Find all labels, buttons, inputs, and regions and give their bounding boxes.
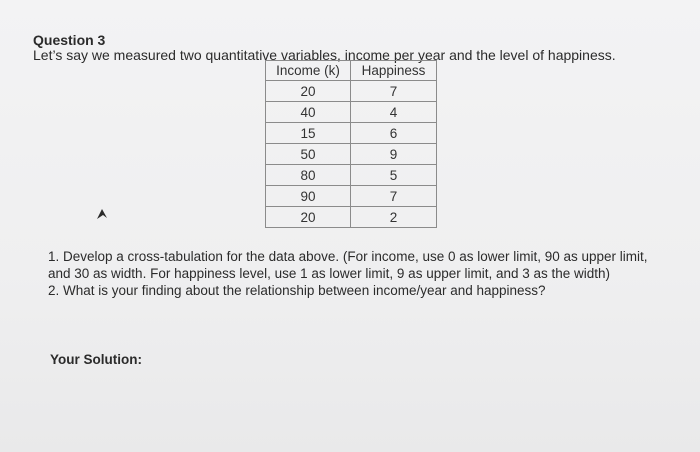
header-happiness: Happiness (351, 61, 437, 81)
mouse-cursor-icon (96, 208, 108, 220)
happiness-cell: 2 (351, 207, 437, 228)
happiness-cell: 7 (351, 186, 437, 207)
solution-label: Your Solution: (50, 352, 142, 367)
table-row (266, 81, 437, 102)
happiness-cell: 4 (351, 102, 437, 123)
data-table (265, 60, 437, 228)
task-2-text: 2. What is your finding about the relationship between income/year and happiness? (48, 283, 546, 298)
question-intro: Let’s say we measured two quantitative variables, income per year and the level of happiness. (33, 47, 616, 63)
table-row (266, 207, 437, 228)
table-row (266, 102, 437, 123)
table-row (266, 123, 437, 144)
happiness-cell: 5 (351, 165, 437, 186)
income-cell: 50 (266, 144, 351, 165)
task-1-text: 1. Develop a cross-tabulation for the data above. (For income, use 0 as lower limit, 90 as upper limit, and 30 as width. For happiness level, use 1 as lower limit, 9 as upper limit, and 3 as the width) (48, 249, 648, 281)
header-income: Income (k) (266, 61, 351, 81)
table-row (266, 165, 437, 186)
income-cell: 15 (266, 123, 351, 144)
happiness-cell: 6 (351, 123, 437, 144)
happiness-cell: 7 (351, 81, 437, 102)
question-title: Question 3 (33, 32, 106, 48)
table-header-row (266, 61, 437, 81)
income-cell: 20 (266, 207, 351, 228)
happiness-cell: 9 (351, 144, 437, 165)
task-list (48, 248, 673, 299)
income-cell: 90 (266, 186, 351, 207)
income-cell: 20 (266, 81, 351, 102)
income-cell: 80 (266, 165, 351, 186)
income-cell: 40 (266, 102, 351, 123)
table-row (266, 186, 437, 207)
table-row (266, 144, 437, 165)
